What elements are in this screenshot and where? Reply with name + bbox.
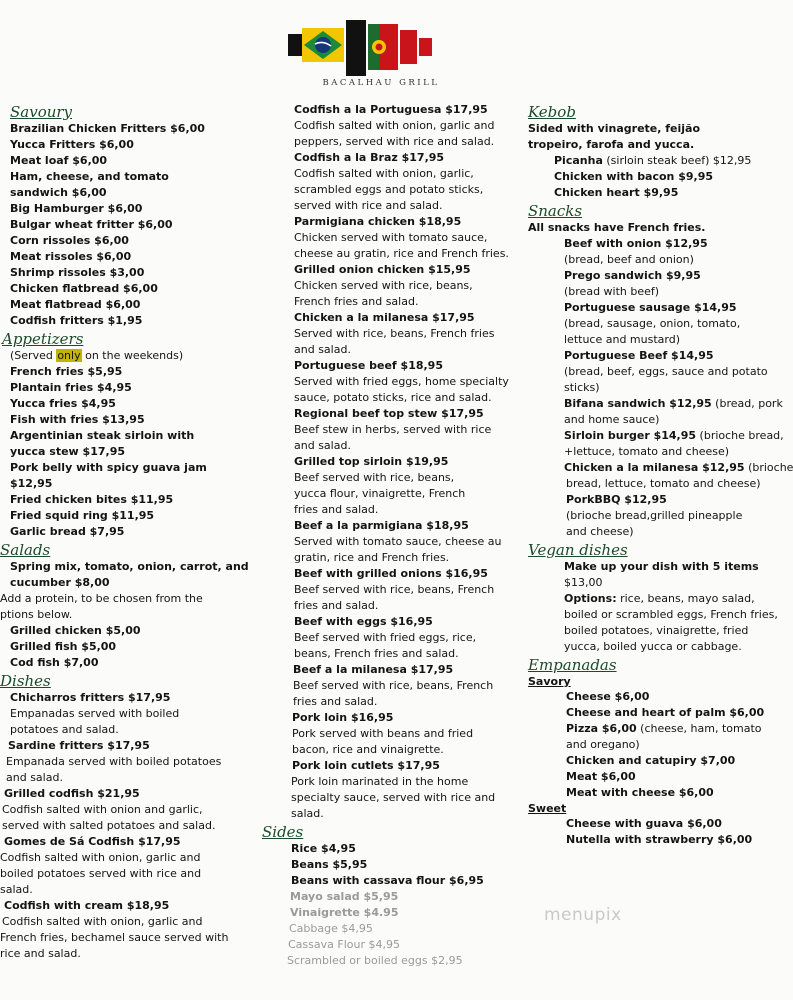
item-description xyxy=(0,348,250,364)
menu-item: Beef with grilled onions $16,95 xyxy=(294,567,488,580)
item-name: Options: xyxy=(564,592,617,605)
item-detail: (sirloin steak beef) $12,95 xyxy=(602,154,752,167)
menu-item: French fries $5,95 xyxy=(10,365,123,378)
section-heading: Kebob xyxy=(528,103,576,121)
item-description: sticks) xyxy=(564,381,600,394)
section-heading: Empanadas xyxy=(528,656,617,674)
item-description: Beef served with rice, beans, French xyxy=(293,679,494,692)
menu-item: Chicken with bacon $9,95 xyxy=(554,170,714,183)
highlighted-word: only xyxy=(57,349,81,362)
menu-item: Rice $4,95 xyxy=(291,842,356,855)
item-description: Beef served with rice, beans, French xyxy=(294,583,495,596)
menu-item: Yucca Fritters $6,00 xyxy=(10,138,134,151)
item-description: yucca flour, vinaigrette, French xyxy=(294,487,466,500)
menu-item: Portuguese sausage $14,95 xyxy=(564,301,737,314)
menu-item: Codfish a la Portuguesa $17,95 xyxy=(294,103,488,116)
item-description: served with rice and salad. xyxy=(294,199,443,212)
section-heading: Vegan dishes xyxy=(528,541,628,559)
menu-item: Plantain fries $4,95 xyxy=(10,381,132,394)
item-description: and salad. xyxy=(6,771,63,784)
section-heading: Dishes xyxy=(0,672,51,690)
menu-item: Chicken heart $9,95 xyxy=(554,186,679,199)
item-description: cheese au gratin, rice and French fries. xyxy=(294,247,509,260)
menu-item: Vinaigrette $4.95 xyxy=(290,906,399,919)
menu-item: Pork loin cutlets $17,95 xyxy=(292,759,440,772)
desc-text: on the weekends) xyxy=(81,349,184,362)
menu-item: Gomes de Sá Codfish $17,95 xyxy=(4,835,181,848)
item-description: Served with fried eggs, home specialty xyxy=(294,375,509,388)
item-name: Picanha xyxy=(554,154,603,167)
item-description: specialty sauce, served with rice and xyxy=(291,791,496,804)
item-description: Served with rice, beans, French fries xyxy=(294,327,495,340)
menu-item: Cheese with guava $6,00 xyxy=(566,817,722,830)
menu-item: Grilled fish $5,00 xyxy=(10,640,117,653)
menu-item: Cheese $6,00 xyxy=(566,690,650,703)
menu-item: Chicharros fritters $17,95 xyxy=(10,691,171,704)
item-name: Bifana sandwich $12,95 xyxy=(564,397,712,410)
menu-item xyxy=(526,460,793,476)
item-description: and salad. xyxy=(294,439,351,452)
item-description: and home sauce) xyxy=(564,413,660,426)
menu-item: Brazilian Chicken Fritters $6,00 xyxy=(10,122,205,135)
menu-item: Yucca fries $4,95 xyxy=(10,397,116,410)
menu-item: Parmigiana chicken $18,95 xyxy=(294,215,462,228)
item-description: sauce, potato sticks, rice and salad. xyxy=(294,391,492,404)
item-description: Beef served with rice, beans, xyxy=(294,471,455,484)
menu-item: Portuguese beef $18,95 xyxy=(294,359,443,372)
restaurant-name: BACALHAU GRILL xyxy=(322,78,440,88)
menu-item: Pork loin $16,95 xyxy=(292,711,394,724)
menu-item: Nutella with strawberry $6,00 xyxy=(566,833,753,846)
desc-text: (Served xyxy=(10,349,57,362)
watermark: menupix xyxy=(544,905,622,925)
item-description: Codfish salted with onion, garlic, xyxy=(294,167,474,180)
menu-item: Spring mix, tomato, onion, carrot, and xyxy=(10,560,249,573)
menu-item: PorkBBQ $12,95 xyxy=(566,493,667,506)
subsection-heading: Sweet xyxy=(528,802,567,815)
menu-item: Chicken a la milanesa $17,95 xyxy=(294,311,475,324)
menu-item: Cod fish $7,00 xyxy=(10,656,99,669)
item-description: Codfish salted with onion, garlic and xyxy=(294,119,495,132)
section-heading: Appetizers xyxy=(2,330,84,348)
item-description: Scrambled or boiled eggs $2,95 xyxy=(287,954,463,967)
menu-item: Chicken and catupiry $7,00 xyxy=(566,754,736,767)
section-heading: Sides xyxy=(262,823,304,841)
menu-item: All snacks have French fries. xyxy=(528,221,706,234)
menu-item: Sardine fritters $17,95 xyxy=(8,739,150,752)
menu-item xyxy=(526,153,776,169)
item-description: Beef served with fried eggs, rice, xyxy=(294,631,477,644)
menu-column-left xyxy=(0,102,250,962)
menu-item: Beef a la milanesa $17,95 xyxy=(293,663,454,676)
menu-column-right xyxy=(526,102,793,848)
item-description: lettuce and mustard) xyxy=(564,333,680,346)
menu-item: Pork belly with spicy guava jam xyxy=(10,461,207,474)
item-detail: (brioche xyxy=(744,461,793,474)
item-description: peppers, served with rice and salad. xyxy=(294,135,495,148)
menu-item: Grilled top sirloin $19,95 xyxy=(294,455,449,468)
item-description: (brioche bread,grilled pineapple xyxy=(566,509,743,522)
menu-item: Shrimp rissoles $3,00 xyxy=(10,266,145,279)
menu-item: Meat with cheese $6,00 xyxy=(566,786,714,799)
item-detail: rice, beans, mayo salad, xyxy=(616,592,755,605)
menu-item: Meat $6,00 xyxy=(566,770,636,783)
item-description: Codfish salted with onion and garlic, xyxy=(2,803,203,816)
section-heading: Snacks xyxy=(528,202,583,220)
item-description: Empanada served with boiled potatoes xyxy=(6,755,222,768)
item-description: yucca, boiled yucca or cabbage. xyxy=(564,640,742,653)
menu-item xyxy=(526,396,783,412)
menu-item: Sided with vinagrete, feijão xyxy=(528,122,701,135)
item-description: Chicken served with tomato sauce, xyxy=(294,231,488,244)
menu-item: Codfish with cream $18,95 xyxy=(4,899,170,912)
section-heading: Salads xyxy=(0,541,51,559)
menu-item: cucumber $8,00 xyxy=(10,576,110,589)
item-description: salad. xyxy=(0,883,33,896)
menu-item: Codfish a la Braz $17,95 xyxy=(294,151,445,164)
item-description: potatoes and salad. xyxy=(10,723,119,736)
menu-item: Meat rissoles $6,00 xyxy=(10,250,132,263)
menu-item: Regional beef top stew $17,95 xyxy=(294,407,484,420)
menu-item: tropeiro, farofa and yucca. xyxy=(528,138,695,151)
menu-item: Beef a la parmigiana $18,95 xyxy=(294,519,469,532)
menu-item: Argentinian steak sirloin with xyxy=(10,429,195,442)
menu-item: Beans with cassava flour $6,95 xyxy=(291,874,484,887)
menu-item: Big Hamburger $6,00 xyxy=(10,202,143,215)
item-description: salad. xyxy=(291,807,324,820)
menu-item xyxy=(526,428,784,444)
item-description: (bread with beef) xyxy=(564,285,660,298)
menu-item: Grilled codfish $21,95 xyxy=(4,787,140,800)
menu-item: Cheese and heart of palm $6,00 xyxy=(566,706,765,719)
menu-item xyxy=(526,591,776,607)
item-description: Served with tomato sauce, cheese au xyxy=(294,535,502,548)
menu-item: Mayo salad $5,95 xyxy=(290,890,399,903)
item-detail: (cheese, ham, tomato xyxy=(636,722,762,735)
item-description: Codfish salted with onion, garlic and xyxy=(0,851,201,864)
item-description: +lettuce, tomato and cheese) xyxy=(564,445,730,458)
menu-item: sandwich $6,00 xyxy=(10,186,107,199)
item-description: Add a protein, to be chosen from the xyxy=(0,592,203,605)
item-description: and cheese) xyxy=(566,525,634,538)
menu-item: Beef with eggs $16,95 xyxy=(294,615,433,628)
item-name: Chicken a la milanesa $12,95 xyxy=(564,461,745,474)
menu-item: Prego sandwich $9,95 xyxy=(564,269,701,282)
item-name: Sirloin burger $14,95 xyxy=(564,429,697,442)
restaurant-logo xyxy=(288,20,434,76)
item-description: Pork served with beans and fried xyxy=(292,727,474,740)
item-description: Pork loin marinated in the home xyxy=(291,775,469,788)
item-description: Beef stew in herbs, served with rice xyxy=(294,423,492,436)
item-description: boiled potatoes, vinaigrette, fried xyxy=(564,624,749,637)
item-description: fries and salad. xyxy=(294,599,379,612)
menu-item: Portuguese Beef $14,95 xyxy=(564,349,714,362)
menu-item: yucca stew $17,95 xyxy=(10,445,126,458)
menu-item: Chicken flatbread $6,00 xyxy=(10,282,158,295)
item-description: rice and salad. xyxy=(0,947,81,960)
menu-item: Grilled onion chicken $15,95 xyxy=(294,263,471,276)
item-description: scrambled eggs and potato sticks, xyxy=(294,183,484,196)
menu-column-middle xyxy=(262,102,524,969)
item-description: Empanadas served with boiled xyxy=(10,707,180,720)
menu-item: Codfish fritters $1,95 xyxy=(10,314,143,327)
item-detail: (bread, pork xyxy=(711,397,783,410)
item-description: and oregano) xyxy=(566,738,640,751)
section-heading: Savoury xyxy=(10,103,73,121)
menu-item: $12,95 xyxy=(10,477,53,490)
subsection-heading: Savory xyxy=(528,675,571,688)
item-description: boiled or scrambled eggs, French fries, xyxy=(564,608,778,621)
item-description: Cassava Flour $4,95 xyxy=(288,938,400,951)
item-description: ptions below. xyxy=(0,608,73,621)
item-description: Chicken served with rice, beans, xyxy=(294,279,473,292)
menu-item: Beef with onion $12,95 xyxy=(564,237,708,250)
menu-item: Fish with fries $13,95 xyxy=(10,413,145,426)
menu-item: Beans $5,95 xyxy=(291,858,368,871)
item-description: $13,00 xyxy=(564,576,603,589)
item-description: Codfish salted with onion, garlic and xyxy=(2,915,203,928)
item-detail: (brioche bread, xyxy=(696,429,784,442)
item-description: bread, lettuce, tomato and cheese) xyxy=(566,477,761,490)
menu-item: Make up your dish with 5 items xyxy=(564,560,759,573)
item-description: boiled potatoes served with rice and xyxy=(0,867,202,880)
item-description: Cabbage $4,95 xyxy=(289,922,373,935)
item-description: (bread, beef and onion) xyxy=(564,253,694,266)
menu-item: Meat loaf $6,00 xyxy=(10,154,108,167)
item-description: beans, French fries and salad. xyxy=(294,647,459,660)
menu-item: Bulgar wheat fritter $6,00 xyxy=(10,218,173,231)
item-description: (bread, sausage, onion, tomato, xyxy=(564,317,741,330)
item-description: French fries, bechamel sauce served with xyxy=(0,931,229,944)
item-description: French fries and salad. xyxy=(294,295,419,308)
menu-item: Meat flatbread $6,00 xyxy=(10,298,141,311)
item-description: fries and salad. xyxy=(293,695,378,708)
menu-item: Grilled chicken $5,00 xyxy=(10,624,141,637)
item-description: served with salted potatoes and salad. xyxy=(2,819,216,832)
item-description: fries and salad. xyxy=(294,503,379,516)
menu-item: Fried squid ring $11,95 xyxy=(10,509,155,522)
item-description: and salad. xyxy=(294,343,351,356)
menu-item: Corn rissoles $6,00 xyxy=(10,234,129,247)
menu-item xyxy=(526,721,776,737)
item-description: bacon, rice and vinaigrette. xyxy=(292,743,444,756)
item-description: gratin, rice and French fries. xyxy=(294,551,450,564)
menu-item: Fried chicken bites $11,95 xyxy=(10,493,174,506)
item-description: (bread, beef, eggs, sauce and potato xyxy=(564,365,768,378)
menu-item: Garlic bread $7,95 xyxy=(10,525,125,538)
menu-item: Ham, cheese, and tomato xyxy=(10,170,169,183)
item-name: Pizza $6,00 xyxy=(566,722,637,735)
